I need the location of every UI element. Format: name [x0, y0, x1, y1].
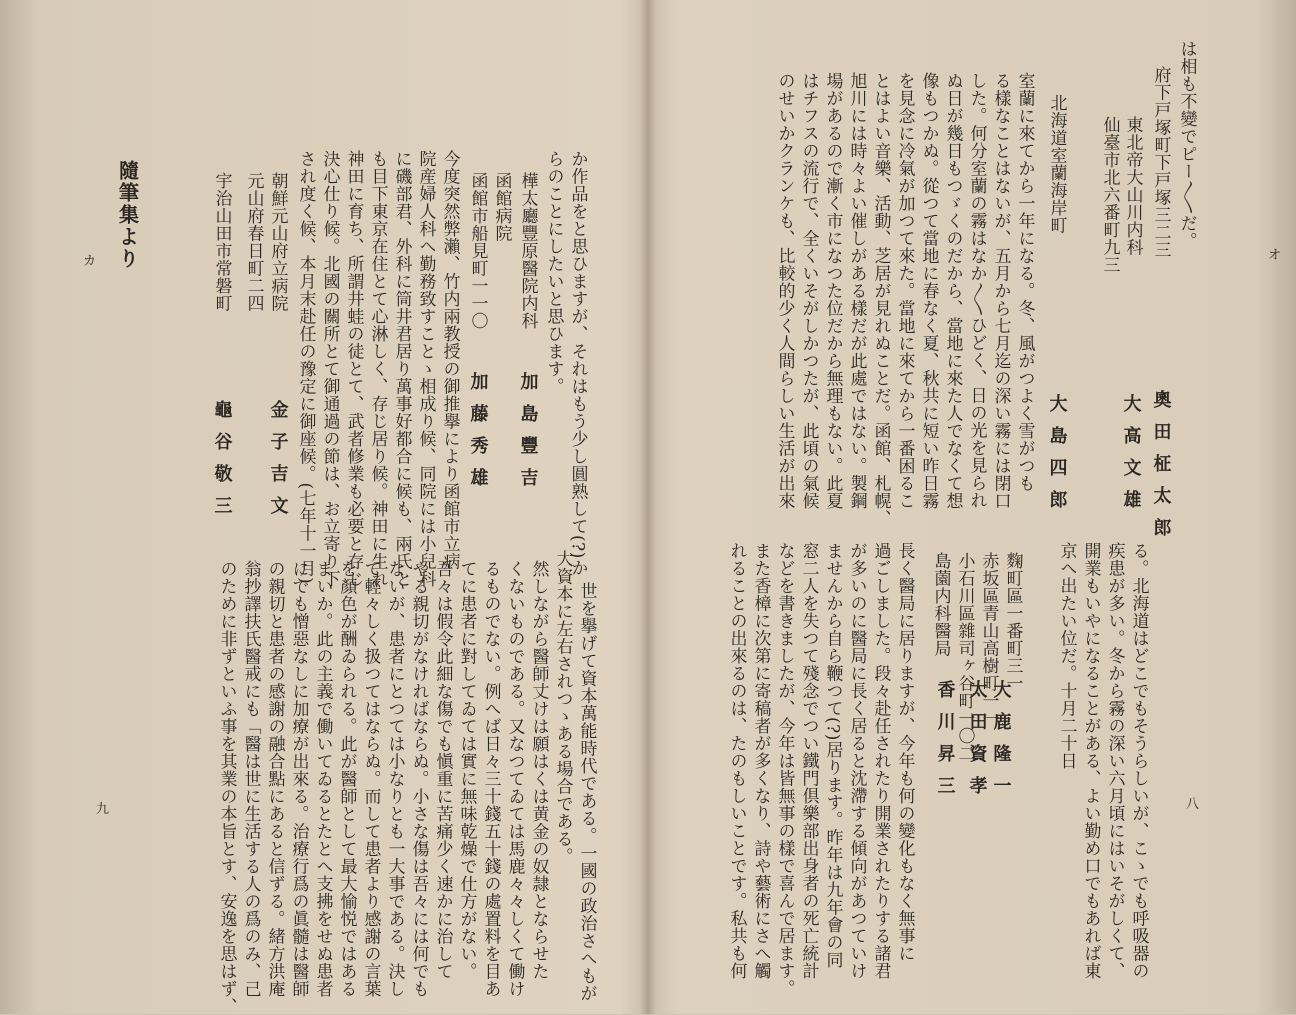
left-text-line-0: か作品をと思ひますが、それはもう少し圓熟して(?)か	[567, 150, 588, 577]
right-author-name-5: 香川昇三	[934, 680, 956, 808]
left-text-line-7: に磯部君、外科に筒井君居り萬事好都合に候も、兩氏と	[391, 150, 412, 588]
left-text-line-4: 函館市船見町一一〇	[467, 172, 488, 330]
left-text-line-5: 今度突然弊瀨、竹内兩教授の御推擧により函館市立病	[439, 150, 460, 570]
left-running-head: カ	[83, 254, 97, 269]
right-author-name-4: 太田資孝	[966, 680, 988, 808]
right-text-line-28: 窓二人を失つて殘念でつい鐵門倶樂部出身者の死亡統計	[798, 542, 819, 980]
left-text-line-15: 世を擧げて資本萬能時代である。一國の政治さへもが	[576, 582, 597, 1002]
left-author-name-0: 加島豐吉	[517, 372, 539, 500]
right-text-line-15: のせいかクランケも、比較的少く人間らしい生活が出來	[774, 72, 795, 510]
left-text-line-29: 翁抄譯扶氏醫戒にも「醫は世に生活する人の爲のみ、己	[240, 560, 261, 998]
right-text-line-26: が多いのに醫局に長く居ると沈滯する傾向があつていけ	[846, 542, 867, 980]
section-title: 隨筆集より	[115, 160, 140, 270]
left-text-line-18: くないものである。又なつてゐては馬鹿々々しくて働け	[504, 560, 525, 998]
right-text-line-9: 像もつかぬ。從つて當地に春なく夏、秋共に短い昨日霧	[918, 72, 939, 510]
left-text-line-16: 大資本に左右されつゝある場合である。	[552, 550, 573, 865]
right-page	[648, 0, 1296, 1014]
right-text-line-5: 室蘭に來てから一年になる。冬、風がつよく雪がつも	[1014, 72, 1035, 492]
left-text-line-2: 樺太廳豐原醫院内科	[517, 172, 538, 330]
right-text-line-8: ぬ日が幾日もつゞくのだから、當地に來た人でなくて想	[942, 72, 963, 510]
left-text-line-28: の親切と患者の感謝の融合點にあると信ずる。緒方洪庵	[264, 560, 285, 998]
right-text-line-6: る樣なことはないが、五月から七月迄の深い霧には閉口	[990, 72, 1011, 510]
left-text-line-17: 然しながら醫師丈けは願はくは黄金の奴隷とならせた	[528, 560, 549, 980]
left-text-line-3: 函館病院	[491, 172, 512, 242]
right-text-line-20: 麴町區一番町三一	[1002, 552, 1023, 692]
left-author-name-1: 加藤秀雄	[467, 372, 489, 500]
right-text-line-1: 府下戸塚町下戸塚三二三	[1150, 66, 1171, 259]
left-text-line-12: 朝鮮元山府立病院	[267, 172, 288, 312]
right-text-line-7: した。何分室蘭の霧はなか〳〵ひどく、日の光を見られ	[966, 72, 987, 509]
right-text-line-16: る。北海道はどこでもそうらしいが、こゝでも呼吸器の	[1128, 542, 1149, 980]
right-text-line-14: はチフスの流行で、全くいそがしかつたが、此頃の氣候	[798, 72, 819, 510]
right-author-name-2: 大島四郎	[1046, 394, 1068, 522]
right-text-line-27: ませんから自ら鞭つて(?)居ります。昨年は九年會の同	[822, 542, 843, 969]
right-text-line-25: 過ごしました。段々赴任されたり開業されたりする諸君	[870, 542, 891, 980]
left-text-line-13: 元山府春日町二四	[243, 172, 264, 312]
right-text-line-4: 北海道室蘭海岸町	[1046, 94, 1067, 234]
left-text-line-23: ないが、患者にとつては小なりとも一大事である。決し	[384, 560, 405, 998]
left-text-line-30: のために非ずといふ事を其業の本旨とす、安逸を思はず、	[216, 560, 237, 1015]
right-text-line-17: 疾患が多い。冬から霧の深い六月頃にはいそがしくて、	[1104, 542, 1125, 980]
left-text-line-19: るものでない。例へば日々三十錢五十錢の處置料を目あ	[480, 560, 501, 998]
left-text-line-25: を顏色が酬ゐられる。此が醫師として最大愉悦ではある	[336, 560, 357, 998]
left-text-line-24: て輕々しく扱つてはならぬ。而して患者より感謝の言葉	[360, 560, 381, 998]
left-author-name-3: 龜谷敬三	[211, 400, 233, 528]
left-text-line-21: 吾々は假令此細な傷でも愼重に苦痛少く速かに治して	[432, 560, 453, 980]
left-page-number: 九	[96, 802, 110, 817]
right-author-name-1: 大高文雄	[1120, 394, 1142, 522]
left-text-line-1: らのことにしたいと思ひます。	[543, 150, 564, 395]
right-text-line-18: 開業もいやになることがある、よい勤め口でもあれば東	[1080, 542, 1101, 980]
left-text-line-14: 宇治山田市常磐町	[211, 172, 232, 312]
right-text-line-12: 旭川には時々よい催しがある樣だが此處ではない。製鋼	[846, 72, 867, 510]
right-text-line-0: は相も不變でピー〳〵だ。	[1176, 40, 1197, 250]
left-text-line-11: され度く候、本月末赴任の豫定に御座候。(七年十一月)	[295, 150, 316, 585]
right-author-name-0: 奧田柾太郎	[1150, 390, 1172, 550]
left-text-line-26: まいか。此の主義で働いてゐるとたとへ支拂をせぬ患者	[312, 560, 333, 998]
right-text-line-22: 小石川區雜司ヶ谷町一〇二	[954, 552, 975, 762]
right-text-line-31: れることの出來るのは、たのもしいことです。私共も何	[726, 542, 747, 980]
left-author-name-2: 金子吉文	[267, 400, 289, 528]
right-text-line-29: などを書きましたが、今年は皆無事の樣で喜んで居ます。	[774, 542, 795, 997]
left-text-line-6: 院産婦人科へ勤務致すことゝ相成り候、同院には小兒科	[415, 150, 436, 588]
left-text-line-20: てに患者に對してゐては實に無味乾燥で仕方がない。	[456, 560, 477, 980]
left-page	[0, 0, 648, 1014]
left-text-line-22: やる親切がなければならぬ。小さな傷は吾々には何でも	[408, 560, 429, 998]
right-page-number: 八	[1186, 797, 1200, 812]
left-text-line-8: も目下東京在住とて心淋しく、存じ居り候。神田に生れ	[367, 150, 388, 588]
right-text-line-11: とはよい音樂、活動、芝居が見れぬことだ。函館、札幌、	[870, 72, 891, 527]
right-text-line-19: 京へ出たい位だ。十月二十日	[1056, 542, 1077, 770]
right-text-line-21: 赤坂區青山高樹町一一	[978, 552, 999, 727]
left-text-line-10: 決心仕り候。北國の關所とて御通過の節は、お立寄り下	[319, 150, 340, 588]
right-text-line-3: 仙臺市北六番町九三	[1099, 116, 1120, 274]
right-text-line-23: 島薗内科醫局	[930, 552, 951, 657]
right-text-line-2: 東北帝大山川内科	[1122, 116, 1143, 256]
right-text-line-30: また香樟に次第に寄稿者が多くなり、詩や藝術にさへ觸	[750, 542, 771, 980]
left-text-line-27: にでも憎惡なしに加療が出來る。治療行爲の眞髓は醫師	[288, 560, 309, 998]
right-text-line-13: 場があるので漸く市になつた位だから無理もない。此夏	[822, 72, 843, 510]
left-text-line-9: 神田に育ち、所謂井蛙の徒とて、武者修業も必要と存じ	[343, 150, 364, 588]
right-author-name-3: 大鹿隆一	[990, 680, 1012, 808]
right-text-line-24: 長く醫局に居りますが、今年も何の變化もなく無事に	[894, 542, 915, 962]
right-text-line-10: を見念に冷氣が加つて來た。當地に來てから一番困るこ	[894, 72, 915, 510]
right-running-head: オ	[1268, 248, 1282, 263]
